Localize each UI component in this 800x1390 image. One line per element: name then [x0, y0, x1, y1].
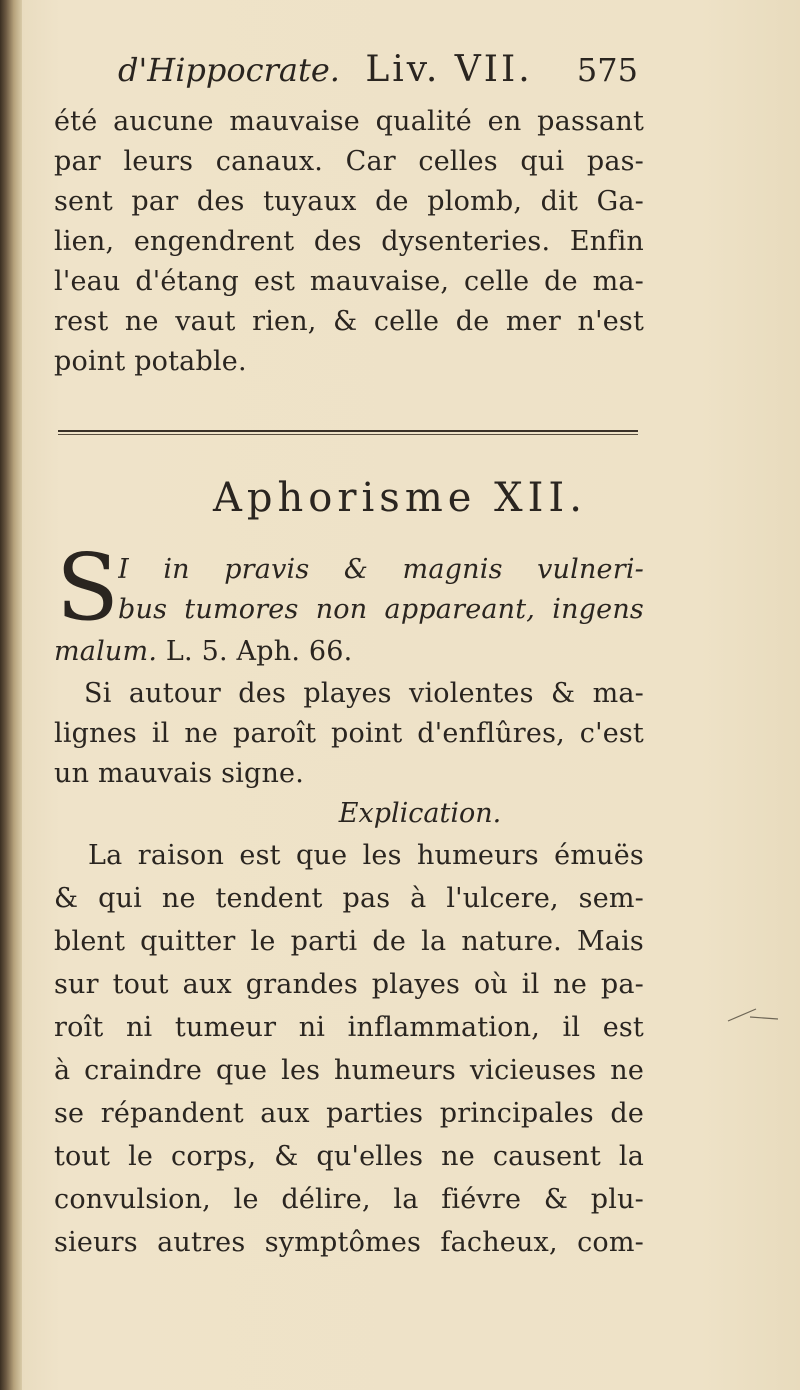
explication-line: sieurs autres symptômes facheux, com- [54, 1227, 644, 1258]
explication-line: se répandent aux parties principales de [54, 1098, 644, 1129]
latin-line: bus tumores non appareant, ingens [118, 594, 644, 625]
text-line: été aucune mauvaise qualité en passant [54, 106, 644, 137]
aphorism-title: Aphorisme XII. [213, 475, 587, 521]
text-line: l'eau d'étang est mauvaise, celle de ma- [54, 266, 644, 297]
explication-line: tout le corps, & qu'elles ne causent la [54, 1141, 644, 1172]
explication-line: sur tout aux grandes playes où il ne pa- [54, 969, 644, 1000]
aphorism-reference: L. 5. Aph. 66. [165, 636, 353, 667]
explication-line: roît ni tumeur ni inflammation, il est [54, 1012, 644, 1043]
pencil-mark [726, 1005, 780, 1027]
book-number: Liv. VII. [365, 49, 533, 90]
text-line: sent par des tuyaux de plomb, dit Ga- [54, 186, 644, 217]
text-line: lien, engendrent des dysenteries. Enfin [54, 226, 644, 257]
text-line: point potable. [54, 346, 247, 377]
translation-line: Si autour des playes violentes & ma- [84, 678, 644, 709]
text-line: rest ne vaut rien, & celle de mer n'est [54, 306, 644, 337]
latin-end: malum. [54, 636, 158, 667]
running-header [118, 45, 638, 95]
translation-line: un mauvais signe. [54, 758, 304, 789]
text-line: par leurs canaux. Car celles qui pas- [54, 146, 644, 177]
running-title: d'Hippocrate. [118, 51, 340, 89]
page-number: 575 [576, 51, 638, 89]
latin-line-end [54, 632, 644, 672]
page-gutter [0, 0, 22, 1390]
explication-line: & qui ne tendent pas à l'ulcere, sem- [54, 883, 644, 914]
explication-heading: Explication. [338, 798, 502, 829]
latin-line: I in pravis & magnis vulneri- [118, 554, 644, 585]
explication-line: à craindre que les humeurs vicieuses ne [54, 1055, 644, 1086]
drop-cap: S [56, 534, 120, 641]
explication-line: La raison est que les humeurs émuës [88, 840, 644, 871]
section-rule [58, 430, 638, 435]
explication-line: convulsion, le délire, la fiévre & plu- [54, 1184, 644, 1215]
explication-line: blent quitter le parti de la nature. Mais [54, 926, 644, 957]
translation-line: lignes il ne paroît point d'enflûres, c'est [54, 718, 644, 749]
